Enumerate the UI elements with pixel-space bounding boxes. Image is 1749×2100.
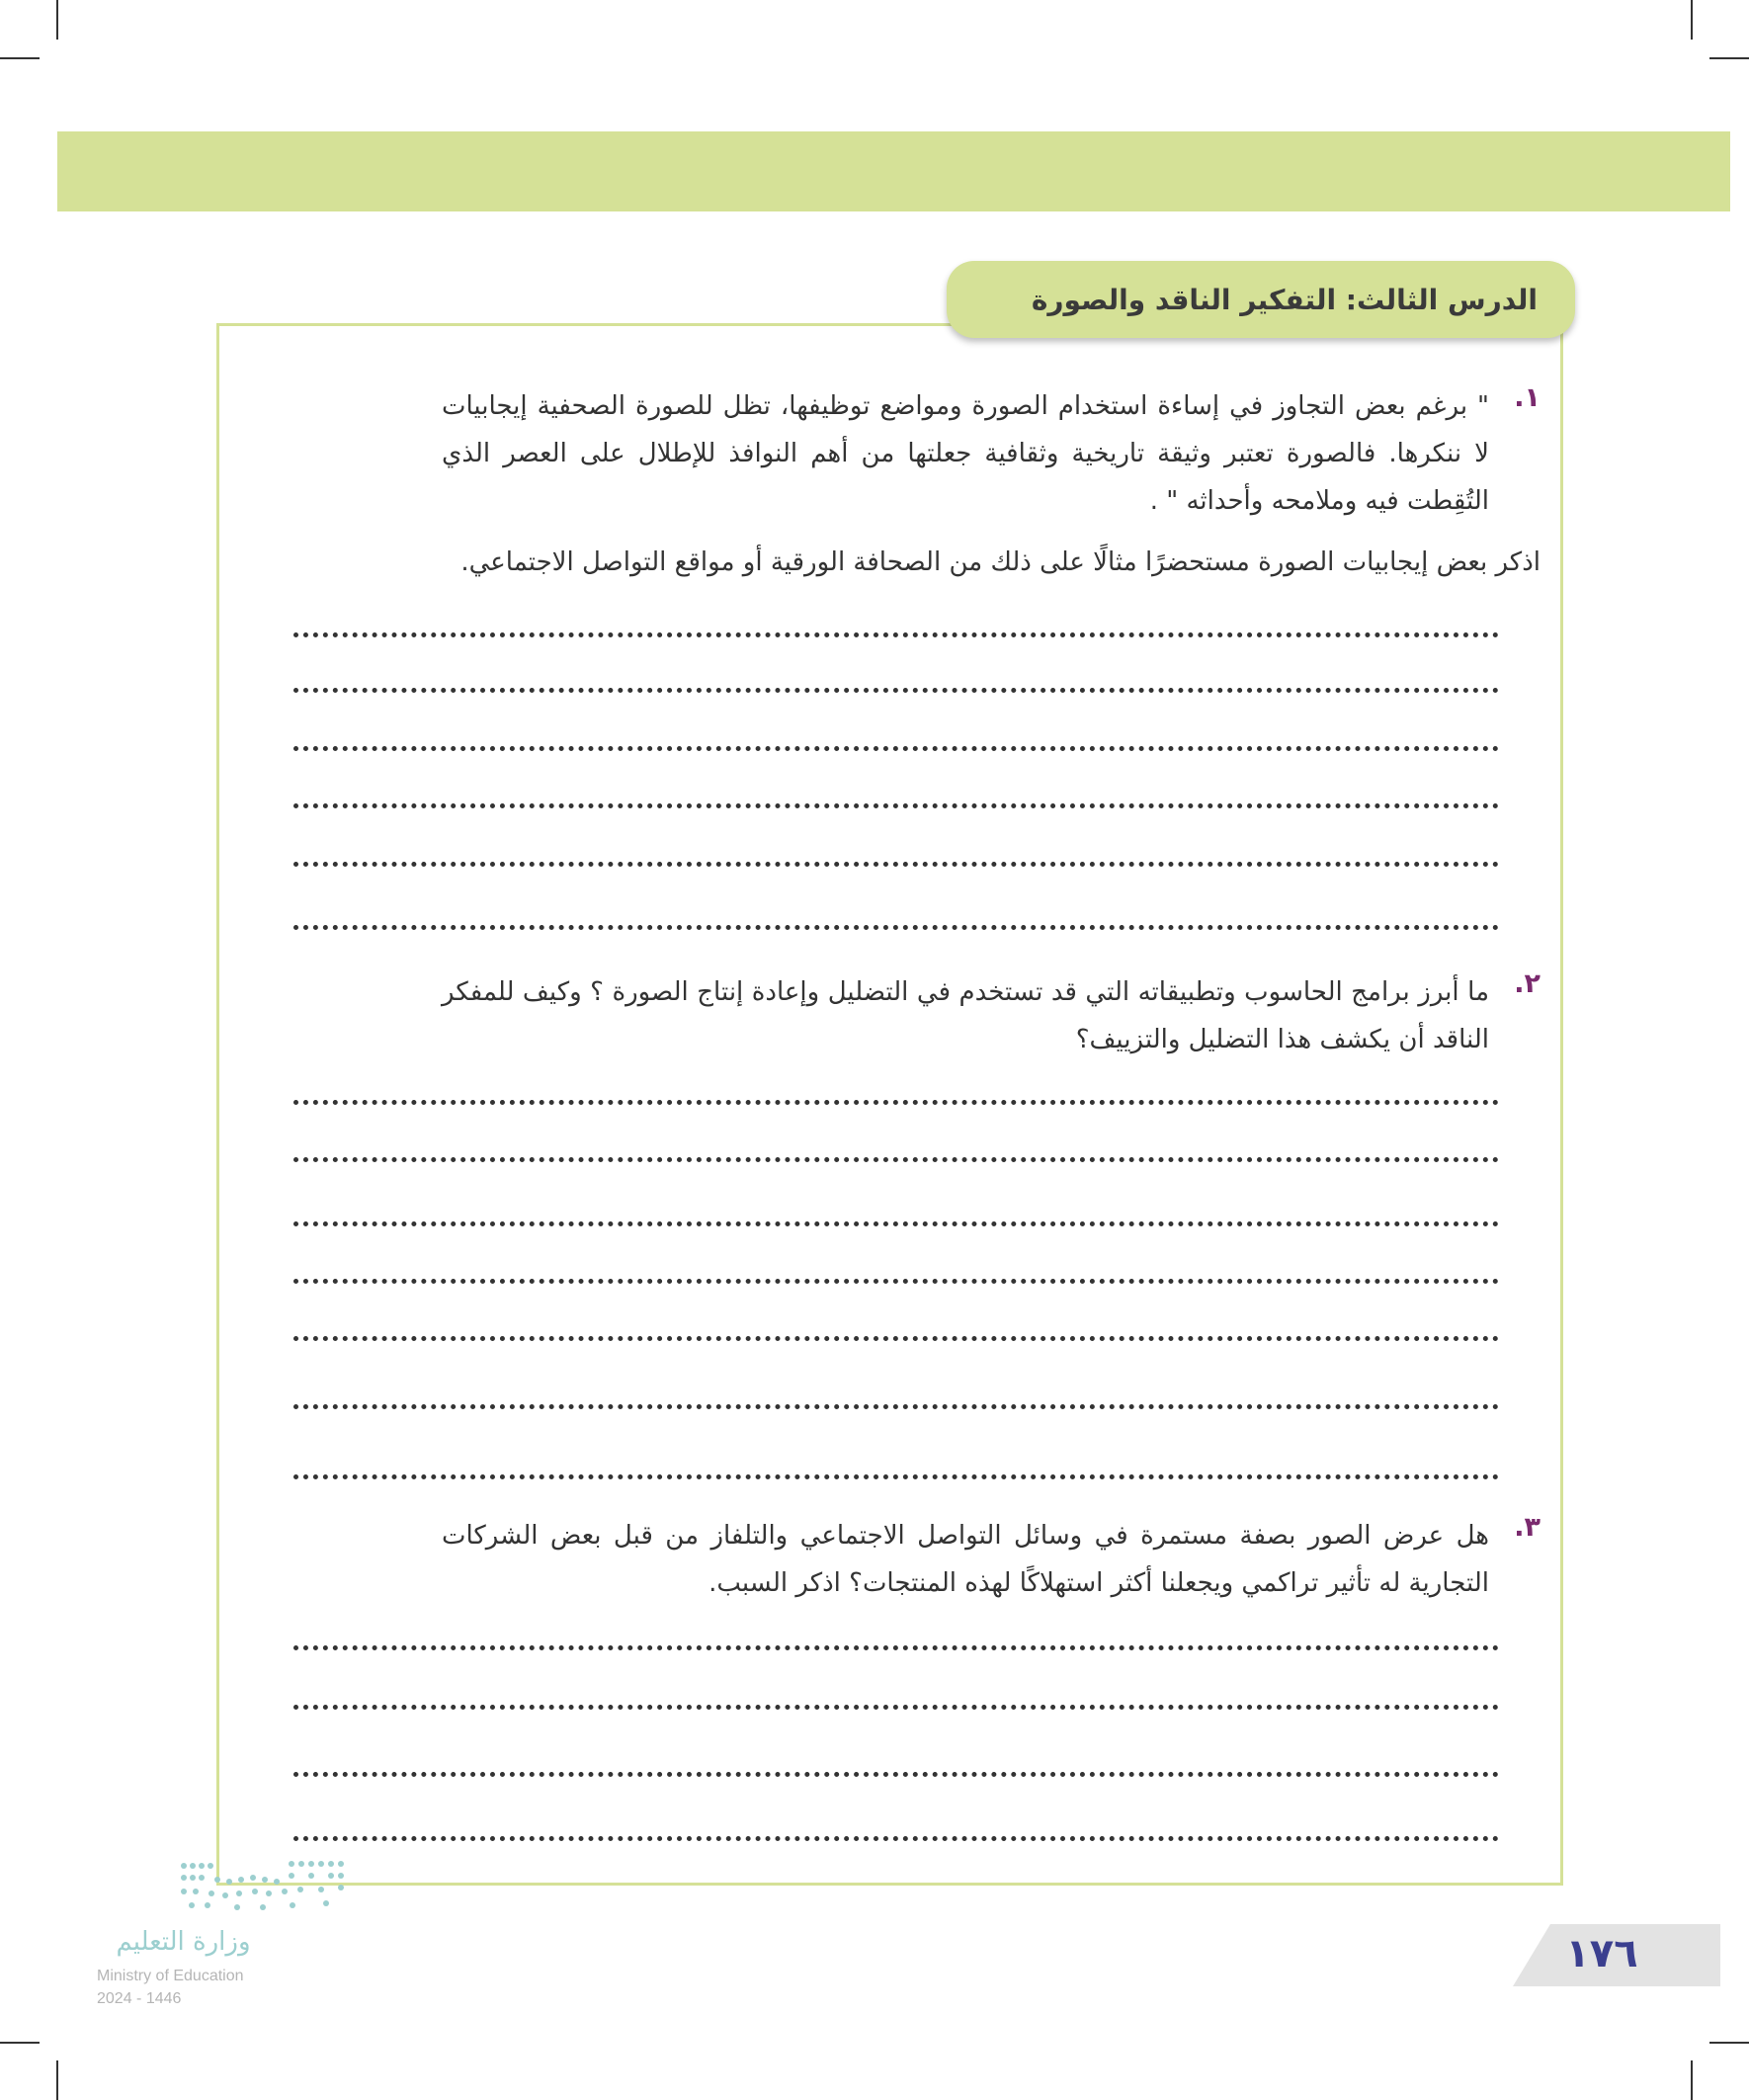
- answer-line[interactable]: [293, 1279, 1499, 1284]
- crop-mark: [1691, 2060, 1693, 2100]
- answer-line[interactable]: [293, 925, 1499, 930]
- crop-mark: [56, 2060, 58, 2100]
- question-text: " برغم بعض التجاوز في إساءة استخدام الصورة ومواضع توظيفها، تظل للصورة الصحفية إيجابيات لا ننكرها. فالصورة تعتبر وثيقة تاريخية وثقافية جعلتها من أهم النوافذ للإطلال على العصر الذي التُقِطت فيه وملامحه وأحداثه " .: [442, 391, 1489, 516]
- ministry-name-en: Ministry of Education: [97, 1968, 244, 1984]
- crop-mark: [0, 57, 40, 59]
- answer-line[interactable]: [293, 1772, 1499, 1777]
- question-number: ٢.: [1514, 968, 1541, 999]
- question-text: هل عرض الصور بصفة مستمرة في وسائل التواصل الاجتماعي والتلفاز من قبل بعض الشركات التجارية له تأثير تراكمي ويجعلنا أكثر استهلاكًا لهذه المنتجات؟ اذكر السبب.: [442, 1521, 1489, 1598]
- question-text: ما أبرز برامج الحاسوب وتطبيقاته التي قد تستخدم في التضليل وإعادة إنتاج الصورة ؟ وكيف للمفكر الناقد أن يكشف هذا التضليل والتزييف؟: [442, 977, 1489, 1054]
- answer-line[interactable]: [293, 688, 1499, 693]
- question-2: [241, 968, 1541, 1063]
- header-band: [57, 131, 1730, 211]
- crop-mark: [1709, 57, 1749, 59]
- answer-line[interactable]: [293, 1645, 1499, 1650]
- question-1: [241, 382, 1541, 525]
- answer-line[interactable]: [293, 1157, 1499, 1162]
- answer-line[interactable]: [293, 803, 1499, 808]
- crop-mark: [0, 2042, 40, 2044]
- answer-line[interactable]: [293, 1705, 1499, 1710]
- answer-line[interactable]: [293, 746, 1499, 751]
- question-number: ١.: [1514, 382, 1541, 413]
- crop-mark: [1691, 0, 1693, 40]
- lesson-title-tab: [947, 261, 1575, 338]
- answer-line[interactable]: [293, 1404, 1499, 1409]
- question-1-prompt: اذكر بعض إيجابيات الصورة مستحضرًا مثالًا على ذلك من الصحافة الورقية أو مواقع التواصل الاجتماعي.: [460, 547, 1541, 577]
- edition-year: 2024 - 1446: [97, 1990, 182, 2007]
- crop-mark: [1709, 2042, 1749, 2044]
- ministry-logo-dots: [178, 1858, 351, 1915]
- answer-line[interactable]: [293, 1474, 1499, 1479]
- page-number: ١٧٦: [1565, 1931, 1638, 1976]
- crop-mark: [56, 0, 58, 40]
- answer-line[interactable]: [293, 1836, 1499, 1841]
- question-3: [241, 1512, 1541, 1607]
- lesson-title: الدرس الثالث: التفكير الناقد والصورة: [1031, 283, 1538, 316]
- answer-line[interactable]: [293, 862, 1499, 867]
- answer-line[interactable]: [293, 1221, 1499, 1226]
- answer-line[interactable]: [293, 632, 1499, 637]
- answer-line[interactable]: [293, 1336, 1499, 1341]
- question-number: ٣.: [1514, 1512, 1541, 1543]
- ministry-name-ar: وزارة التعليم: [116, 1927, 251, 1957]
- answer-line[interactable]: [293, 1100, 1499, 1105]
